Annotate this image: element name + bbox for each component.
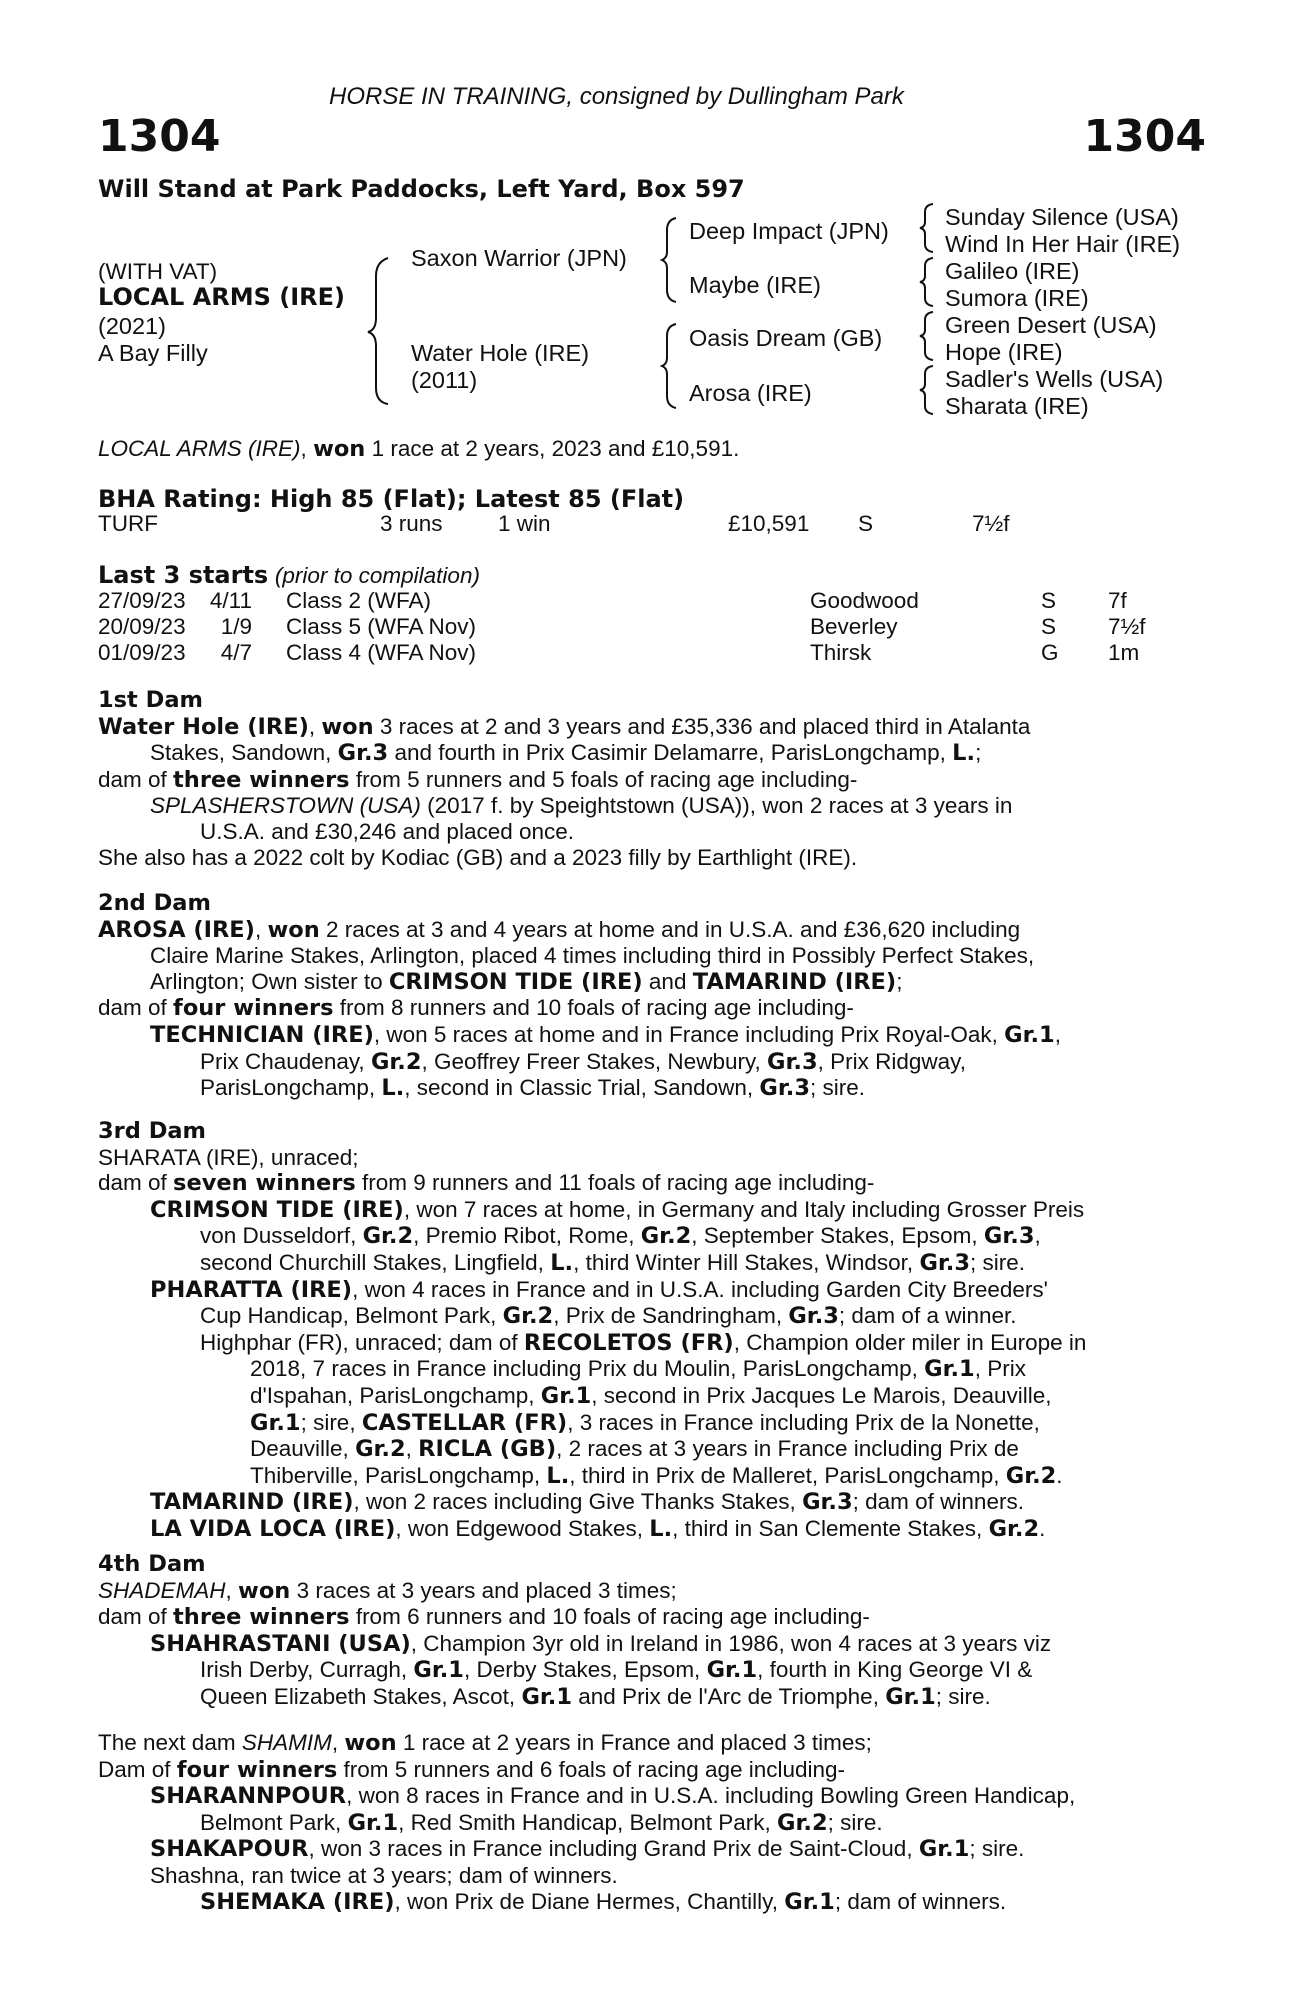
relative-name: TAMARIND (IRE): [692, 968, 897, 995]
text: , second in Classic Trial, Sandown,: [404, 1075, 760, 1101]
text: , Derby Stakes, Epsom,: [463, 1657, 707, 1683]
text: , Geoffrey Freer Stakes, Newbury,: [421, 1048, 768, 1074]
won-label: won: [238, 1577, 291, 1604]
progeny-line: [200, 1303, 1206, 1330]
pedigree-sire: Saxon Warrior (JPN): [411, 245, 627, 271]
rating-prize: £10,591: [728, 511, 810, 536]
relative-name: CRIMSON TIDE (IRE): [388, 968, 643, 995]
text: and Prix de l'Arc de Triomphe,: [572, 1683, 886, 1709]
last-starts-table: [98, 588, 1206, 668]
text: second Churchill Stakes, Lingfield,: [200, 1249, 551, 1275]
text: Prix Chaudenay,: [200, 1048, 371, 1074]
dam-line: SHARATA (IRE), unraced;: [98, 1144, 359, 1170]
group-label: Gr.1: [347, 1809, 399, 1836]
text: ,: [405, 1436, 419, 1462]
start-position: 1/9: [220, 614, 252, 639]
group-label: Gr.3: [919, 1249, 971, 1276]
text: Dam of: [98, 1756, 177, 1782]
text: , third in San Clemente Stakes,: [672, 1515, 989, 1541]
group-label: Gr.1: [413, 1657, 464, 1684]
group-label: Gr.3: [767, 1048, 818, 1075]
dam-line: She also has a 2022 colt by Kodiac (GB) and a 2023 filly by Earthlight (IRE).: [98, 844, 858, 870]
text: ;: [975, 740, 982, 766]
progeny-line: [250, 1436, 1206, 1463]
pedigree-dam: Water Hole (IRE): [411, 340, 590, 366]
text: dam of: [98, 766, 174, 792]
progeny-line: [250, 1356, 1206, 1383]
text: from 5 runners and 6 foals of racing age including-: [337, 1756, 846, 1782]
pedigree-g4: Sumora (IRE): [945, 285, 1089, 311]
stand-location: Will Stand at Park Paddocks, Left Yard, Box 597: [98, 175, 745, 203]
page-subtitle: HORSE IN TRAINING, consigned by Dullingham Park: [329, 83, 904, 110]
text: , Champion older miler in Europe in: [733, 1329, 1087, 1355]
progeny-line: [200, 1250, 1206, 1277]
dam-line: [150, 740, 1206, 767]
dam-name: SHAMIM: [241, 1730, 332, 1755]
text: ; sire.: [969, 1836, 1025, 1862]
rating-row: [98, 511, 1206, 537]
rating-distance: 7½f: [972, 511, 1010, 536]
pedigree-g3: Galileo (IRE): [945, 258, 1080, 284]
progeny-line: Shashna, ran twice at 3 years; dam of winners.: [150, 1862, 618, 1888]
progeny-name: SHAKAPOUR: [150, 1836, 309, 1863]
progeny-line: [200, 1684, 1206, 1711]
summary-name: LOCAL ARMS (IRE): [98, 436, 301, 461]
text: , won Prix de Diane Hermes, Chantilly,: [394, 1888, 785, 1914]
text: from 5 runners and 5 foals of racing age including-: [349, 766, 858, 792]
pedigree-g6: Hope (IRE): [945, 339, 1063, 365]
dam-line: [98, 1604, 1206, 1631]
group-label: Gr.1: [924, 1356, 975, 1383]
dam-line: [98, 767, 1206, 794]
text: , third in Prix de Malleret, ParisLongchamp,: [569, 1462, 1006, 1488]
group-label: Gr.1: [521, 1683, 573, 1710]
pedigree-brace-g4: [918, 364, 938, 416]
text: ; dam of a winner.: [838, 1303, 1017, 1329]
pedigree-sire-dam: Maybe (IRE): [689, 272, 821, 298]
dam-line: [98, 1730, 1206, 1757]
text: , 2 races at 3 years in France including Prix de: [556, 1436, 1019, 1462]
bha-rating: BHA Rating: High 85 (Flat); Latest 85 (Flat): [98, 485, 685, 513]
start-row: [98, 588, 1206, 614]
group-label: Gr.1: [784, 1888, 835, 1915]
progeny-line: [250, 1383, 1206, 1410]
text: and: [642, 968, 693, 994]
pedigree-g2: Wind In Her Hair (IRE): [945, 231, 1181, 257]
progeny-name: RECOLETOS (FR): [523, 1329, 734, 1356]
progeny-line: [200, 1223, 1206, 1250]
start-going: S: [1041, 588, 1057, 613]
text: , September Stakes, Epsom,: [691, 1223, 984, 1249]
dam-line: AROSA (IRE), won 2 races at 3 and 4 years at home and in U.S.A. and £36,620 including: [98, 916, 1021, 943]
text: , won 8 races in France and in U.S.A. including Bowling Green Handicap,: [346, 1783, 1076, 1809]
text: 2018, 7 races in France including Prix du Moulin, ParisLongchamp,: [250, 1356, 925, 1382]
text: ,: [1054, 1021, 1061, 1047]
summary-won: won: [313, 436, 366, 462]
progeny-line: [150, 1783, 1206, 1810]
text: d'Ispahan, ParisLongchamp,: [250, 1382, 541, 1408]
dam-line: [98, 1757, 1206, 1784]
group-label: Gr.2: [988, 1515, 1040, 1542]
progeny-name: SPLASHERSTOWN (USA): [150, 793, 421, 819]
section-heading: 1st Dam: [98, 687, 203, 713]
start-course: Thirsk: [810, 640, 872, 665]
text: 2 races at 3 and 4 years at home and in U.S.A. and £36,620 including: [319, 916, 1021, 942]
start-date: 27/09/23: [98, 588, 186, 613]
pedigree-brace-g3: [918, 310, 938, 362]
group-label: Gr.2: [502, 1303, 554, 1330]
progeny-line: [150, 1022, 1206, 1049]
listed-label: L.: [546, 1462, 570, 1489]
progeny-line: [200, 1049, 1206, 1076]
progeny-line: U.S.A. and £30,246 and placed once.: [200, 818, 575, 844]
text: dam of: [98, 1604, 174, 1630]
text: ; sire,: [300, 1409, 362, 1435]
group-label: Gr.2: [355, 1436, 406, 1463]
text: ; sire.: [970, 1249, 1026, 1275]
group-label: Gr.1: [1004, 1021, 1055, 1048]
progeny-line: [150, 793, 1206, 819]
start-row: [98, 640, 1206, 666]
text: dam of: [98, 1170, 174, 1196]
text: .: [1056, 1462, 1063, 1488]
won-label: won: [267, 916, 320, 943]
start-course: Goodwood: [810, 588, 919, 613]
text: ,: [331, 1730, 345, 1755]
text: 3 races at 2 and 3 years and £35,336 and placed third in Atalanta: [373, 713, 1031, 739]
progeny-line: [150, 1516, 1206, 1543]
text: and fourth in Prix Casimir Delamarre, ParisLongchamp,: [388, 740, 953, 766]
group-label: Gr.3: [337, 740, 389, 767]
won-label: won: [344, 1730, 397, 1756]
listed-label: L.: [550, 1249, 574, 1276]
text: , Champion 3yr old in Ireland in 1986, won 4 races at 3 years viz: [410, 1630, 1052, 1656]
dam-line: [150, 969, 1206, 996]
lot-number-left: 1304: [98, 111, 221, 162]
text: Thiberville, ParisLongchamp,: [250, 1462, 547, 1488]
listed-label: L.: [952, 740, 976, 767]
progeny-name: TECHNICIAN (IRE): [150, 1021, 374, 1048]
start-distance: 7f: [1108, 588, 1127, 613]
text: ParisLongchamp,: [200, 1075, 382, 1101]
group-label: Gr.3: [802, 1489, 853, 1516]
pedigree-brace-g1: [918, 202, 938, 254]
rating-runs: 3 runs: [380, 511, 443, 536]
group-label: Gr.2: [362, 1223, 414, 1250]
progeny-line: [200, 1657, 1206, 1684]
first-dam-section: [98, 688, 1206, 870]
pedigree-dam-dam: Arosa (IRE): [689, 380, 812, 406]
text: from 8 runners and 10 foals of racing age including-: [333, 995, 854, 1021]
text: Deauville,: [250, 1436, 356, 1462]
text: ;: [896, 968, 903, 994]
text: , Red Smith Handicap, Belmont Park,: [398, 1809, 778, 1835]
pedigree-brace-dam: [660, 322, 682, 410]
progeny-name: LA VIDA LOCA (IRE): [150, 1515, 396, 1542]
progeny-line: [250, 1410, 1206, 1437]
text: , third Winter Hill Stakes, Windsor,: [573, 1249, 920, 1275]
text: Stakes, Sandown,: [150, 740, 338, 766]
start-course: Beverley: [810, 614, 898, 639]
text: Queen Elizabeth Stakes, Ascot,: [200, 1683, 522, 1709]
group-label: Gr.1: [250, 1409, 301, 1436]
second-dam-section: [98, 891, 1206, 1102]
dam-name: SHADEMAH: [98, 1577, 226, 1603]
text: , Premio Ribot, Rome,: [413, 1223, 641, 1249]
progeny-name: TAMARIND (IRE): [150, 1489, 354, 1516]
dam-line: [98, 1578, 1206, 1605]
start-going: G: [1041, 640, 1059, 665]
vat-label: (WITH VAT): [98, 259, 218, 284]
pedigree-g1: Sunday Silence (USA): [945, 204, 1179, 230]
pedigree-sire-sire: Deep Impact (JPN): [689, 218, 889, 244]
text: , fourth in King George VI &: [757, 1657, 1033, 1683]
text: , won 7 races at home, in Germany and Italy including Grosser Preis: [403, 1196, 1085, 1222]
fourth-dam-section: [98, 1552, 1206, 1711]
text: , 3 races in France including Prix de la Nonette,: [567, 1409, 1040, 1435]
rating-wins: 1 win: [498, 511, 551, 536]
last-starts-title: Last 3 starts: [98, 561, 269, 589]
text: Arlington; Own sister to: [150, 968, 389, 994]
group-label: Gr.1: [918, 1836, 970, 1863]
start-date: 20/09/23: [98, 614, 186, 639]
group-label: Gr.1: [540, 1382, 592, 1409]
group-label: Gr.1: [885, 1683, 936, 1710]
text: Belmont Park,: [200, 1809, 348, 1835]
text: , Prix Ridgway,: [817, 1048, 966, 1074]
progeny-line: [150, 1836, 1206, 1863]
dam-line: [98, 1170, 1206, 1197]
last-starts-heading: [98, 562, 480, 589]
text: , won 4 races in France and in U.S.A. including Garden City Breeders': [352, 1276, 1048, 1302]
text: ,: [225, 1577, 239, 1603]
race-summary: LOCAL ARMS (IRE), won 1 race at 2 years, 2023 and £10,591.: [98, 436, 740, 462]
progeny-line: [200, 1330, 1206, 1357]
rating-going: S: [858, 511, 874, 536]
dam-line: [98, 714, 1206, 741]
text: The next dam: [98, 1730, 242, 1755]
listed-label: L.: [381, 1075, 405, 1102]
progeny-line: [250, 1463, 1206, 1490]
winners-count: three winners: [173, 1604, 350, 1631]
start-class: Class 4 (WFA Nov): [286, 640, 477, 665]
text: ; dam of winners.: [852, 1489, 1024, 1515]
progeny-name: SHARANNPOUR: [150, 1783, 347, 1810]
winners-count: four winners: [173, 995, 334, 1022]
text: , won 3 races in France including Grand Prix de Saint-Cloud,: [308, 1836, 919, 1862]
progeny-line: [200, 1075, 1206, 1102]
text: .: [1039, 1515, 1046, 1541]
winners-count: four winners: [176, 1756, 338, 1783]
text: Cup Handicap, Belmont Park,: [200, 1303, 503, 1329]
progeny-line: [150, 1631, 1206, 1658]
group-label: Gr.3: [983, 1223, 1035, 1250]
winners-count: three winners: [173, 766, 350, 793]
dam-name: Water Hole (IRE): [98, 713, 309, 740]
progeny-line: [150, 1197, 1206, 1224]
start-going: S: [1041, 614, 1057, 639]
start-class: Class 2 (WFA): [286, 588, 432, 613]
progeny-name: SHAHRASTANI (USA): [150, 1630, 411, 1657]
last-starts-note: (prior to compilation): [274, 563, 480, 588]
text: dam of: [98, 995, 174, 1021]
progeny-line: [150, 1489, 1206, 1516]
section-heading: 2nd Dam: [98, 890, 211, 916]
third-dam-section: [98, 1119, 1206, 1543]
progeny-name: SHEMAKA (IRE): [200, 1888, 395, 1915]
pedigree-dam-year: (2011): [411, 367, 478, 393]
text: ,: [308, 713, 322, 739]
start-position: 4/11: [209, 588, 252, 613]
pedigree-brace-main: [366, 256, 396, 406]
text: , Prix: [974, 1356, 1026, 1382]
progeny-name: CASTELLAR (FR): [361, 1409, 568, 1436]
text: (2017 f. by Speightstown (USA)), won 2 races at 3 years in: [420, 793, 1013, 819]
summary-rest: 1 race at 2 years, 2023 and £10,591.: [365, 436, 740, 461]
progeny-line: [200, 1889, 1206, 1916]
listed-label: L.: [649, 1515, 673, 1542]
dam-line: [98, 995, 1206, 1022]
progeny-name: PHARATTA (IRE): [150, 1276, 353, 1303]
group-label: Gr.3: [788, 1303, 839, 1330]
text: 1 race at 2 years in France and placed 3 times;: [396, 1730, 872, 1755]
text: , won Edgewood Stakes,: [395, 1515, 650, 1541]
start-date: 01/09/23: [98, 640, 186, 665]
horse-name: LOCAL ARMS (IRE): [98, 283, 345, 311]
start-position: 4/7: [220, 640, 252, 665]
foaling-year: (2021): [98, 313, 166, 339]
rating-surface: TURF: [98, 511, 158, 536]
text: , second in Prix Jacques Le Marois, Deauville,: [591, 1382, 1052, 1408]
group-label: Gr.2: [1005, 1462, 1057, 1489]
pedigree-brace-sire: [660, 216, 682, 304]
section-heading: 3rd Dam: [98, 1118, 206, 1144]
pedigree-g7: Sadler's Wells (USA): [945, 366, 1164, 392]
pedigree-brace-g2: [918, 256, 938, 308]
text: 3 races at 3 years and placed 3 times;: [290, 1577, 677, 1603]
pedigree-g5: Green Desert (USA): [945, 312, 1157, 338]
start-distance: 7½f: [1108, 614, 1146, 639]
text: ; dam of winners.: [834, 1888, 1007, 1914]
text: , won 5 races at home and in France including Prix Royal-Oak,: [373, 1021, 1005, 1047]
dam-line: Claire Marine Stakes, Arlington, placed 4 times including third in Possibly Perfect Stakes,: [150, 943, 1035, 969]
text: , won 2 races including Give Thanks Stakes,: [353, 1489, 803, 1515]
won-label: won: [321, 713, 374, 740]
text: ; sire.: [827, 1809, 883, 1835]
lot-number-right: 1304: [1083, 111, 1206, 162]
progeny-name: CRIMSON TIDE (IRE): [150, 1196, 404, 1223]
next-dam-section: [98, 1730, 1206, 1915]
text: from 9 runners and 11 foals of racing age including-: [355, 1170, 875, 1196]
text: from 6 runners and 10 foals of racing age including-: [349, 1604, 870, 1630]
group-label: Gr.1: [706, 1657, 758, 1684]
progeny-line: [200, 1810, 1206, 1837]
pedigree-g8: Sharata (IRE): [945, 393, 1089, 419]
section-heading: 4th Dam: [98, 1551, 206, 1577]
winners-count: seven winners: [173, 1170, 356, 1197]
text: Highphar (FR), unraced; dam of: [200, 1329, 524, 1355]
progeny-name: RICLA (GB): [418, 1436, 557, 1463]
text: von Dusseldorf,: [200, 1223, 363, 1249]
progeny-line: [150, 1277, 1206, 1304]
group-label: Gr.3: [759, 1075, 810, 1102]
start-distance: 1m: [1108, 640, 1140, 665]
text: ; sire.: [809, 1075, 865, 1101]
group-label: Gr.2: [777, 1809, 828, 1836]
text: ; sire.: [935, 1683, 991, 1709]
horse-description: A Bay Filly: [98, 340, 208, 366]
text: , Prix de Sandringham,: [553, 1303, 789, 1329]
group-label: Gr.2: [640, 1223, 692, 1250]
pedigree-dam-sire: Oasis Dream (GB): [689, 325, 883, 351]
dam-name: AROSA (IRE): [98, 916, 255, 943]
text: ,: [1034, 1223, 1041, 1249]
start-class: Class 5 (WFA Nov): [286, 614, 477, 639]
start-row: [98, 614, 1206, 640]
text: Irish Derby, Curragh,: [200, 1657, 414, 1683]
group-label: Gr.2: [370, 1048, 422, 1075]
